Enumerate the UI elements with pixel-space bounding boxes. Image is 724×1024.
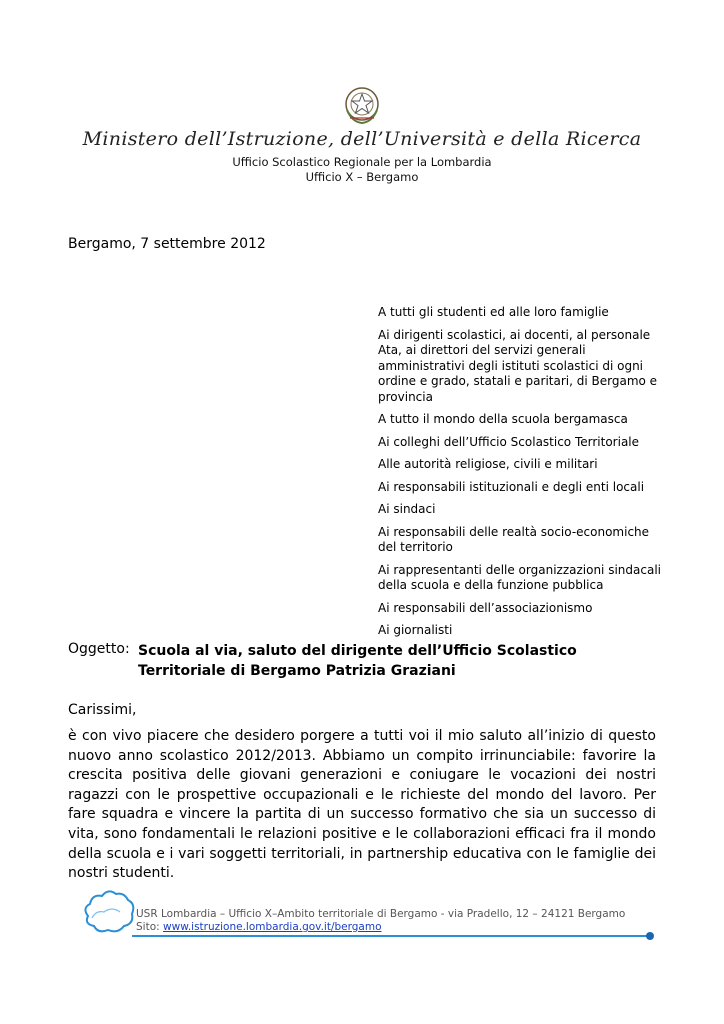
footer-divider-dot xyxy=(646,932,654,940)
recipient-item: A tutti gli studenti ed alle loro famiglie xyxy=(378,305,609,319)
footer-site xyxy=(136,921,382,933)
subject-text: Scuola al via, saluto del dirigente dell’Ufficio Scolastico Territoriale di Bergamo Patrizia Graziani xyxy=(138,643,577,679)
recipient-item: Alle autorità religiose, civili e militari xyxy=(378,457,598,471)
recipient-item: Ai sindaci xyxy=(378,502,436,516)
recipient-item: Ai responsabili istituzionali e degli enti locali xyxy=(378,479,645,494)
letter-date: Bergamo, 7 settembre 2012 xyxy=(68,236,266,252)
footer-address: USR Lombardia – Ufficio X–Ambito territoriale di Bergamo - via Pradello, 12 – 24121 Bergamo xyxy=(136,908,626,920)
recipient-item: Ai giornalisti xyxy=(378,623,453,637)
lombardy-map-icon xyxy=(78,886,138,938)
local-office: Ufficio X – Bergamo xyxy=(305,170,419,184)
regional-office: Ufficio Scolastico Regionale per la Lombardia xyxy=(232,155,492,169)
footer-site-label: Sito: xyxy=(136,921,160,933)
footer-site-link[interactable]: www.istruzione.lombardia.gov.it/bergamo xyxy=(163,921,382,933)
ministry-title: Ministero dell’Istruzione, dell’Università e della Ricerca xyxy=(82,128,642,150)
recipient-item: Ai responsabili dell’associazionismo xyxy=(378,600,593,615)
recipient-item: Ai dirigenti scolastici, ai docenti, al personale Ata, ai direttori del servizi generali amministrativi degli istituti scolastici di ogni ordine e grado, statali e paritari, di Bergamo e provincia xyxy=(378,327,658,404)
subject-label: Oggetto: xyxy=(68,641,130,657)
footer-divider xyxy=(132,935,650,937)
greeting: Carissimi, xyxy=(68,702,137,718)
italian-republic-emblem-icon xyxy=(342,84,382,126)
recipient-item: A tutto il mondo della scuola bergamasca xyxy=(378,412,628,426)
recipients-list xyxy=(378,305,663,646)
letter-body: è con vivo piacere che desidero porgere a tutti voi il mio saluto all’inizio di questo nuovo anno scolastico 2012/2013. Abbiamo un compito irrinunciabile: favorire la crescita positiva delle giovani generazioni e coniugare le vocazioni dei nostri ragazzi con le prospettive occupazionali e le richieste del mondo del lavoro. Per fare squadra e vincere la partita di un successo formativo che sia un successo di vita, sono fondamentali le relazioni positive e le collaborazioni efficaci fra il mondo della scuola e i vari soggetti territoriali, in partnership educativa con le famiglie dei nostri studenti. xyxy=(68,728,656,882)
recipient-item: Ai colleghi dell’Ufficio Scolastico Territoriale xyxy=(378,434,640,449)
recipient-item: Ai responsabili delle realtà socio-economiche del territorio xyxy=(378,524,650,554)
recipient-item: Ai rappresentanti delle organizzazioni sindacali della scuola e della funzione pubblica xyxy=(378,562,661,592)
